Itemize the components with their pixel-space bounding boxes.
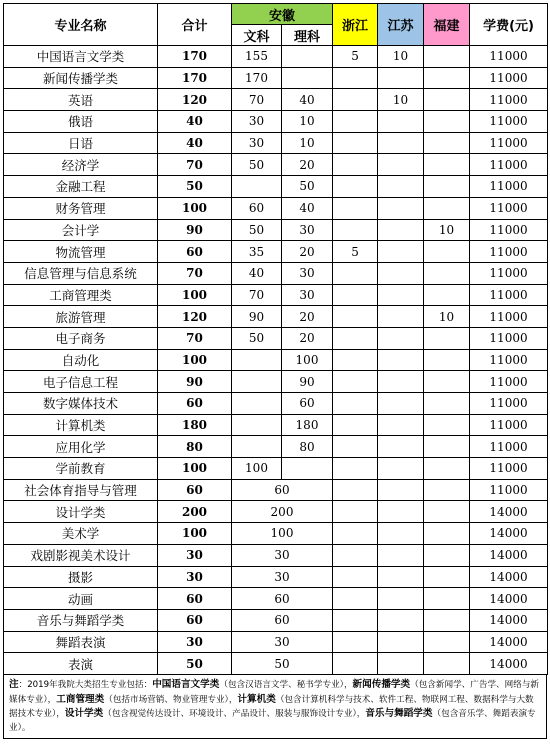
fujian-cell	[424, 414, 470, 436]
table-row	[4, 89, 548, 111]
table-row	[4, 544, 548, 566]
total-cell: 30	[158, 631, 232, 653]
fee-cell: 11000	[470, 132, 548, 154]
major-cell: 设计学类	[4, 501, 158, 523]
table-body	[4, 46, 548, 675]
anhui-arts-cell	[232, 393, 282, 415]
anhui-arts-cell: 70	[232, 89, 282, 111]
table-row	[4, 67, 548, 89]
table-row	[4, 176, 548, 198]
table-row	[4, 458, 548, 480]
anhui-arts-cell: 30	[232, 132, 282, 154]
jiangsu-cell	[378, 458, 424, 480]
total-cell: 170	[158, 67, 232, 89]
major-cell: 戏剧影视美术设计	[4, 544, 158, 566]
table-row	[4, 609, 548, 631]
total-cell: 100	[158, 349, 232, 371]
header-science: 理科	[282, 25, 333, 46]
table-row	[4, 197, 548, 219]
fee-cell: 11000	[470, 436, 548, 458]
table-row	[4, 132, 548, 154]
major-cell: 动画	[4, 588, 158, 610]
table-row	[4, 241, 548, 263]
zhejiang-cell	[333, 176, 378, 198]
note-category-6: 音乐与舞蹈学类	[365, 708, 433, 720]
anhui-arts-cell	[232, 371, 282, 393]
zhejiang-cell	[333, 414, 378, 436]
table-row	[4, 46, 548, 68]
fee-cell: 11000	[470, 458, 548, 480]
table-row	[4, 414, 548, 436]
table-row	[4, 588, 548, 610]
jiangsu-cell	[378, 479, 424, 501]
zhejiang-cell	[333, 284, 378, 306]
major-cell: 英语	[4, 89, 158, 111]
table-row	[4, 523, 548, 545]
major-cell: 日语	[4, 132, 158, 154]
anhui-merged-cell: 60	[232, 479, 333, 501]
zhejiang-cell	[333, 609, 378, 631]
fujian-cell	[424, 631, 470, 653]
major-cell: 舞蹈表演	[4, 631, 158, 653]
major-cell: 旅游管理	[4, 306, 158, 328]
table-row	[4, 479, 548, 501]
anhui-science-cell: 30	[282, 284, 333, 306]
major-cell: 社会体育指导与管理	[4, 479, 158, 501]
major-cell: 音乐与舞蹈学类	[4, 609, 158, 631]
note-category-2-desc: （包含新闻学、广告学、网络与新媒体专业），	[9, 679, 540, 705]
anhui-merged-cell: 100	[232, 523, 333, 545]
major-cell: 计算机类	[4, 414, 158, 436]
anhui-arts-cell: 35	[232, 241, 282, 263]
fujian-cell	[424, 436, 470, 458]
jiangsu-cell	[378, 501, 424, 523]
major-cell: 工商管理类	[4, 284, 158, 306]
jiangsu-cell	[378, 523, 424, 545]
jiangsu-cell	[378, 241, 424, 263]
anhui-arts-cell	[232, 349, 282, 371]
jiangsu-cell	[378, 219, 424, 241]
jiangsu-cell	[378, 197, 424, 219]
table-row	[4, 631, 548, 653]
note-category-1: 中国语言文学类	[152, 678, 220, 690]
fee-cell: 14000	[470, 544, 548, 566]
anhui-arts-cell: 155	[232, 46, 282, 68]
zhejiang-cell	[333, 132, 378, 154]
total-cell: 200	[158, 501, 232, 523]
zhejiang-cell	[333, 89, 378, 111]
major-cell: 物流管理	[4, 241, 158, 263]
major-cell: 俄语	[4, 111, 158, 133]
jiangsu-cell	[378, 349, 424, 371]
jiangsu-cell	[378, 609, 424, 631]
fee-cell: 11000	[470, 46, 548, 68]
note-category-5-desc: （包含视觉传达设计、环境设计、产品设计、服装与服饰设计专业），	[103, 709, 366, 720]
anhui-science-cell: 60	[282, 393, 333, 415]
table-row	[4, 262, 548, 284]
anhui-merged-cell: 30	[232, 544, 333, 566]
major-cell: 数字媒体技术	[4, 393, 158, 415]
major-cell: 美术学	[4, 523, 158, 545]
major-cell: 财务管理	[4, 197, 158, 219]
table-header	[4, 4, 548, 46]
anhui-science-cell: 20	[282, 154, 333, 176]
anhui-arts-cell: 170	[232, 67, 282, 89]
total-cell: 90	[158, 219, 232, 241]
major-cell: 信息管理与信息系统	[4, 262, 158, 284]
total-cell: 60	[158, 393, 232, 415]
total-cell: 180	[158, 414, 232, 436]
fujian-cell	[424, 67, 470, 89]
fujian-cell	[424, 197, 470, 219]
fee-cell: 11000	[470, 327, 548, 349]
zhejiang-cell	[333, 154, 378, 176]
total-cell: 100	[158, 523, 232, 545]
total-cell: 60	[158, 609, 232, 631]
fee-cell: 11000	[470, 262, 548, 284]
fujian-cell	[424, 479, 470, 501]
total-cell: 60	[158, 241, 232, 263]
header-major: 专业名称	[4, 4, 158, 46]
major-cell: 学前教育	[4, 458, 158, 480]
fujian-cell	[424, 588, 470, 610]
anhui-science-cell	[282, 67, 333, 89]
zhejiang-cell	[333, 219, 378, 241]
anhui-arts-cell: 60	[232, 197, 282, 219]
total-cell: 100	[158, 197, 232, 219]
note-category-2: 新闻传播学类	[352, 678, 411, 690]
table-row	[4, 436, 548, 458]
table-row	[4, 111, 548, 133]
zhejiang-cell	[333, 566, 378, 588]
fujian-cell	[424, 653, 470, 675]
fujian-cell	[424, 176, 470, 198]
total-cell: 70	[158, 327, 232, 349]
anhui-arts-cell: 50	[232, 154, 282, 176]
anhui-arts-cell	[232, 414, 282, 436]
fee-cell: 11000	[470, 197, 548, 219]
jiangsu-cell	[378, 566, 424, 588]
fee-cell: 14000	[470, 501, 548, 523]
note-category-1-desc: （包含汉语言文学、秘书学专业），	[219, 679, 353, 690]
total-cell: 80	[158, 436, 232, 458]
enrollment-table	[3, 3, 548, 675]
anhui-science-cell: 20	[282, 327, 333, 349]
anhui-arts-cell	[232, 436, 282, 458]
zhejiang-cell	[333, 197, 378, 219]
header-fujian: 福建	[424, 4, 470, 46]
fee-cell: 11000	[470, 176, 548, 198]
total-cell: 170	[158, 46, 232, 68]
fujian-cell	[424, 89, 470, 111]
jiangsu-cell	[378, 631, 424, 653]
note-category-4-desc: （包含计算机科学与技术、软件工程、物联网工程、数据科学与大数据技术专业），	[9, 694, 534, 720]
enrollment-plan-document	[3, 3, 547, 739]
table-row	[4, 154, 548, 176]
jiangsu-cell	[378, 176, 424, 198]
anhui-science-cell: 40	[282, 89, 333, 111]
fee-cell: 14000	[470, 523, 548, 545]
anhui-arts-cell: 30	[232, 111, 282, 133]
anhui-science-cell: 10	[282, 111, 333, 133]
zhejiang-cell	[333, 349, 378, 371]
fujian-cell	[424, 393, 470, 415]
zhejiang-cell	[333, 458, 378, 480]
total-cell: 120	[158, 306, 232, 328]
table-row	[4, 371, 548, 393]
header-total: 合计	[158, 4, 232, 46]
fee-cell: 11000	[470, 349, 548, 371]
fee-cell: 11000	[470, 111, 548, 133]
anhui-science-cell: 40	[282, 197, 333, 219]
fujian-cell	[424, 241, 470, 263]
major-cell: 中国语言文学类	[4, 46, 158, 68]
fee-cell: 11000	[470, 241, 548, 263]
major-cell: 电子商务	[4, 327, 158, 349]
anhui-science-cell: 10	[282, 132, 333, 154]
table-row	[4, 501, 548, 523]
table-row	[4, 653, 548, 675]
fee-cell: 11000	[470, 371, 548, 393]
total-cell: 40	[158, 111, 232, 133]
table-row	[4, 566, 548, 588]
fujian-cell	[424, 327, 470, 349]
table-row	[4, 284, 548, 306]
anhui-arts-cell: 90	[232, 306, 282, 328]
jiangsu-cell	[378, 436, 424, 458]
total-cell: 30	[158, 566, 232, 588]
note-label: 注	[9, 678, 19, 690]
fujian-cell	[424, 349, 470, 371]
zhejiang-cell	[333, 479, 378, 501]
jiangsu-cell	[378, 132, 424, 154]
anhui-science-cell: 20	[282, 306, 333, 328]
table-row	[4, 306, 548, 328]
fujian-cell: 10	[424, 219, 470, 241]
zhejiang-cell	[333, 371, 378, 393]
fujian-cell	[424, 132, 470, 154]
total-cell: 70	[158, 262, 232, 284]
anhui-arts-cell: 50	[232, 219, 282, 241]
zhejiang-cell	[333, 653, 378, 675]
total-cell: 120	[158, 89, 232, 111]
jiangsu-cell	[378, 327, 424, 349]
anhui-science-cell: 90	[282, 371, 333, 393]
zhejiang-cell	[333, 544, 378, 566]
major-cell: 自动化	[4, 349, 158, 371]
fujian-cell	[424, 154, 470, 176]
header-zhejiang: 浙江	[333, 4, 378, 46]
anhui-science-cell: 30	[282, 219, 333, 241]
anhui-science-cell: 80	[282, 436, 333, 458]
fee-cell: 11000	[470, 67, 548, 89]
zhejiang-cell	[333, 436, 378, 458]
anhui-merged-cell: 60	[232, 588, 333, 610]
fee-cell: 14000	[470, 566, 548, 588]
total-cell: 50	[158, 653, 232, 675]
jiangsu-cell	[378, 306, 424, 328]
fujian-cell	[424, 501, 470, 523]
zhejiang-cell	[333, 501, 378, 523]
fujian-cell: 10	[424, 306, 470, 328]
major-cell: 表演	[4, 653, 158, 675]
anhui-arts-cell: 100	[232, 458, 282, 480]
zhejiang-cell: 5	[333, 241, 378, 263]
total-cell: 30	[158, 544, 232, 566]
anhui-science-cell: 100	[282, 349, 333, 371]
total-cell: 50	[158, 176, 232, 198]
total-cell: 70	[158, 154, 232, 176]
major-cell: 经济学	[4, 154, 158, 176]
zhejiang-cell	[333, 306, 378, 328]
anhui-merged-cell: 30	[232, 566, 333, 588]
anhui-arts-cell: 40	[232, 262, 282, 284]
fujian-cell	[424, 371, 470, 393]
jiangsu-cell	[378, 111, 424, 133]
anhui-merged-cell: 200	[232, 501, 333, 523]
jiangsu-cell	[378, 393, 424, 415]
total-cell: 40	[158, 132, 232, 154]
table-row	[4, 393, 548, 415]
fujian-cell	[424, 566, 470, 588]
zhejiang-cell	[333, 262, 378, 284]
note-category-3: 工商管理类	[56, 693, 105, 705]
fee-cell: 11000	[470, 306, 548, 328]
note-intro: ：2019年我院大类招生专业包括：	[18, 679, 153, 690]
anhui-merged-cell: 50	[232, 653, 333, 675]
note-category-6-desc: （包含音乐学、舞蹈表演专业）。	[9, 709, 536, 733]
major-cell: 摄影	[4, 566, 158, 588]
jiangsu-cell	[378, 414, 424, 436]
major-cell: 新闻传播学类	[4, 67, 158, 89]
table-footnote	[3, 675, 547, 739]
header-jiangsu: 江苏	[378, 4, 424, 46]
anhui-science-cell: 180	[282, 414, 333, 436]
jiangsu-cell: 10	[378, 89, 424, 111]
fujian-cell	[424, 544, 470, 566]
zhejiang-cell	[333, 327, 378, 349]
zhejiang-cell	[333, 523, 378, 545]
fee-cell: 11000	[470, 154, 548, 176]
table-row	[4, 349, 548, 371]
zhejiang-cell	[333, 631, 378, 653]
table-row	[4, 219, 548, 241]
total-cell: 90	[158, 371, 232, 393]
fee-cell: 14000	[470, 631, 548, 653]
jiangsu-cell	[378, 544, 424, 566]
total-cell: 100	[158, 284, 232, 306]
fee-cell: 11000	[470, 89, 548, 111]
note-category-3-desc: （包括市场营销、物业管理专业），	[104, 694, 238, 705]
jiangsu-cell	[378, 284, 424, 306]
fee-cell: 14000	[470, 609, 548, 631]
major-cell: 应用化学	[4, 436, 158, 458]
total-cell: 60	[158, 588, 232, 610]
anhui-arts-cell	[232, 176, 282, 198]
fee-cell: 14000	[470, 588, 548, 610]
note-category-5: 设计学类	[64, 708, 104, 720]
jiangsu-cell	[378, 653, 424, 675]
table-row	[4, 327, 548, 349]
fujian-cell	[424, 458, 470, 480]
fee-cell: 14000	[470, 653, 548, 675]
zhejiang-cell	[333, 393, 378, 415]
fee-cell: 11000	[470, 393, 548, 415]
fujian-cell	[424, 523, 470, 545]
anhui-arts-cell: 70	[232, 284, 282, 306]
fee-cell: 11000	[470, 479, 548, 501]
total-cell: 60	[158, 479, 232, 501]
anhui-science-cell: 30	[282, 262, 333, 284]
total-cell: 100	[158, 458, 232, 480]
anhui-merged-cell: 30	[232, 631, 333, 653]
header-arts: 文科	[232, 25, 282, 46]
zhejiang-cell	[333, 111, 378, 133]
fujian-cell	[424, 284, 470, 306]
anhui-science-cell	[282, 458, 333, 480]
anhui-science-cell	[282, 46, 333, 68]
fujian-cell	[424, 262, 470, 284]
header-fee: 学费(元)	[470, 4, 548, 46]
jiangsu-cell	[378, 371, 424, 393]
fee-cell: 11000	[470, 414, 548, 436]
fujian-cell	[424, 609, 470, 631]
jiangsu-cell	[378, 262, 424, 284]
anhui-merged-cell: 60	[232, 609, 333, 631]
fujian-cell	[424, 46, 470, 68]
anhui-science-cell: 50	[282, 176, 333, 198]
anhui-science-cell: 20	[282, 241, 333, 263]
anhui-arts-cell: 50	[232, 327, 282, 349]
zhejiang-cell	[333, 67, 378, 89]
jiangsu-cell	[378, 67, 424, 89]
header-anhui: 安徽	[232, 4, 333, 25]
note-category-4: 计算机类	[237, 693, 276, 705]
major-cell: 金融工程	[4, 176, 158, 198]
major-cell: 电子信息工程	[4, 371, 158, 393]
jiangsu-cell	[378, 588, 424, 610]
jiangsu-cell: 10	[378, 46, 424, 68]
zhejiang-cell	[333, 588, 378, 610]
zhejiang-cell: 5	[333, 46, 378, 68]
major-cell: 会计学	[4, 219, 158, 241]
fujian-cell	[424, 111, 470, 133]
fee-cell: 11000	[470, 219, 548, 241]
fee-cell: 11000	[470, 284, 548, 306]
jiangsu-cell	[378, 154, 424, 176]
